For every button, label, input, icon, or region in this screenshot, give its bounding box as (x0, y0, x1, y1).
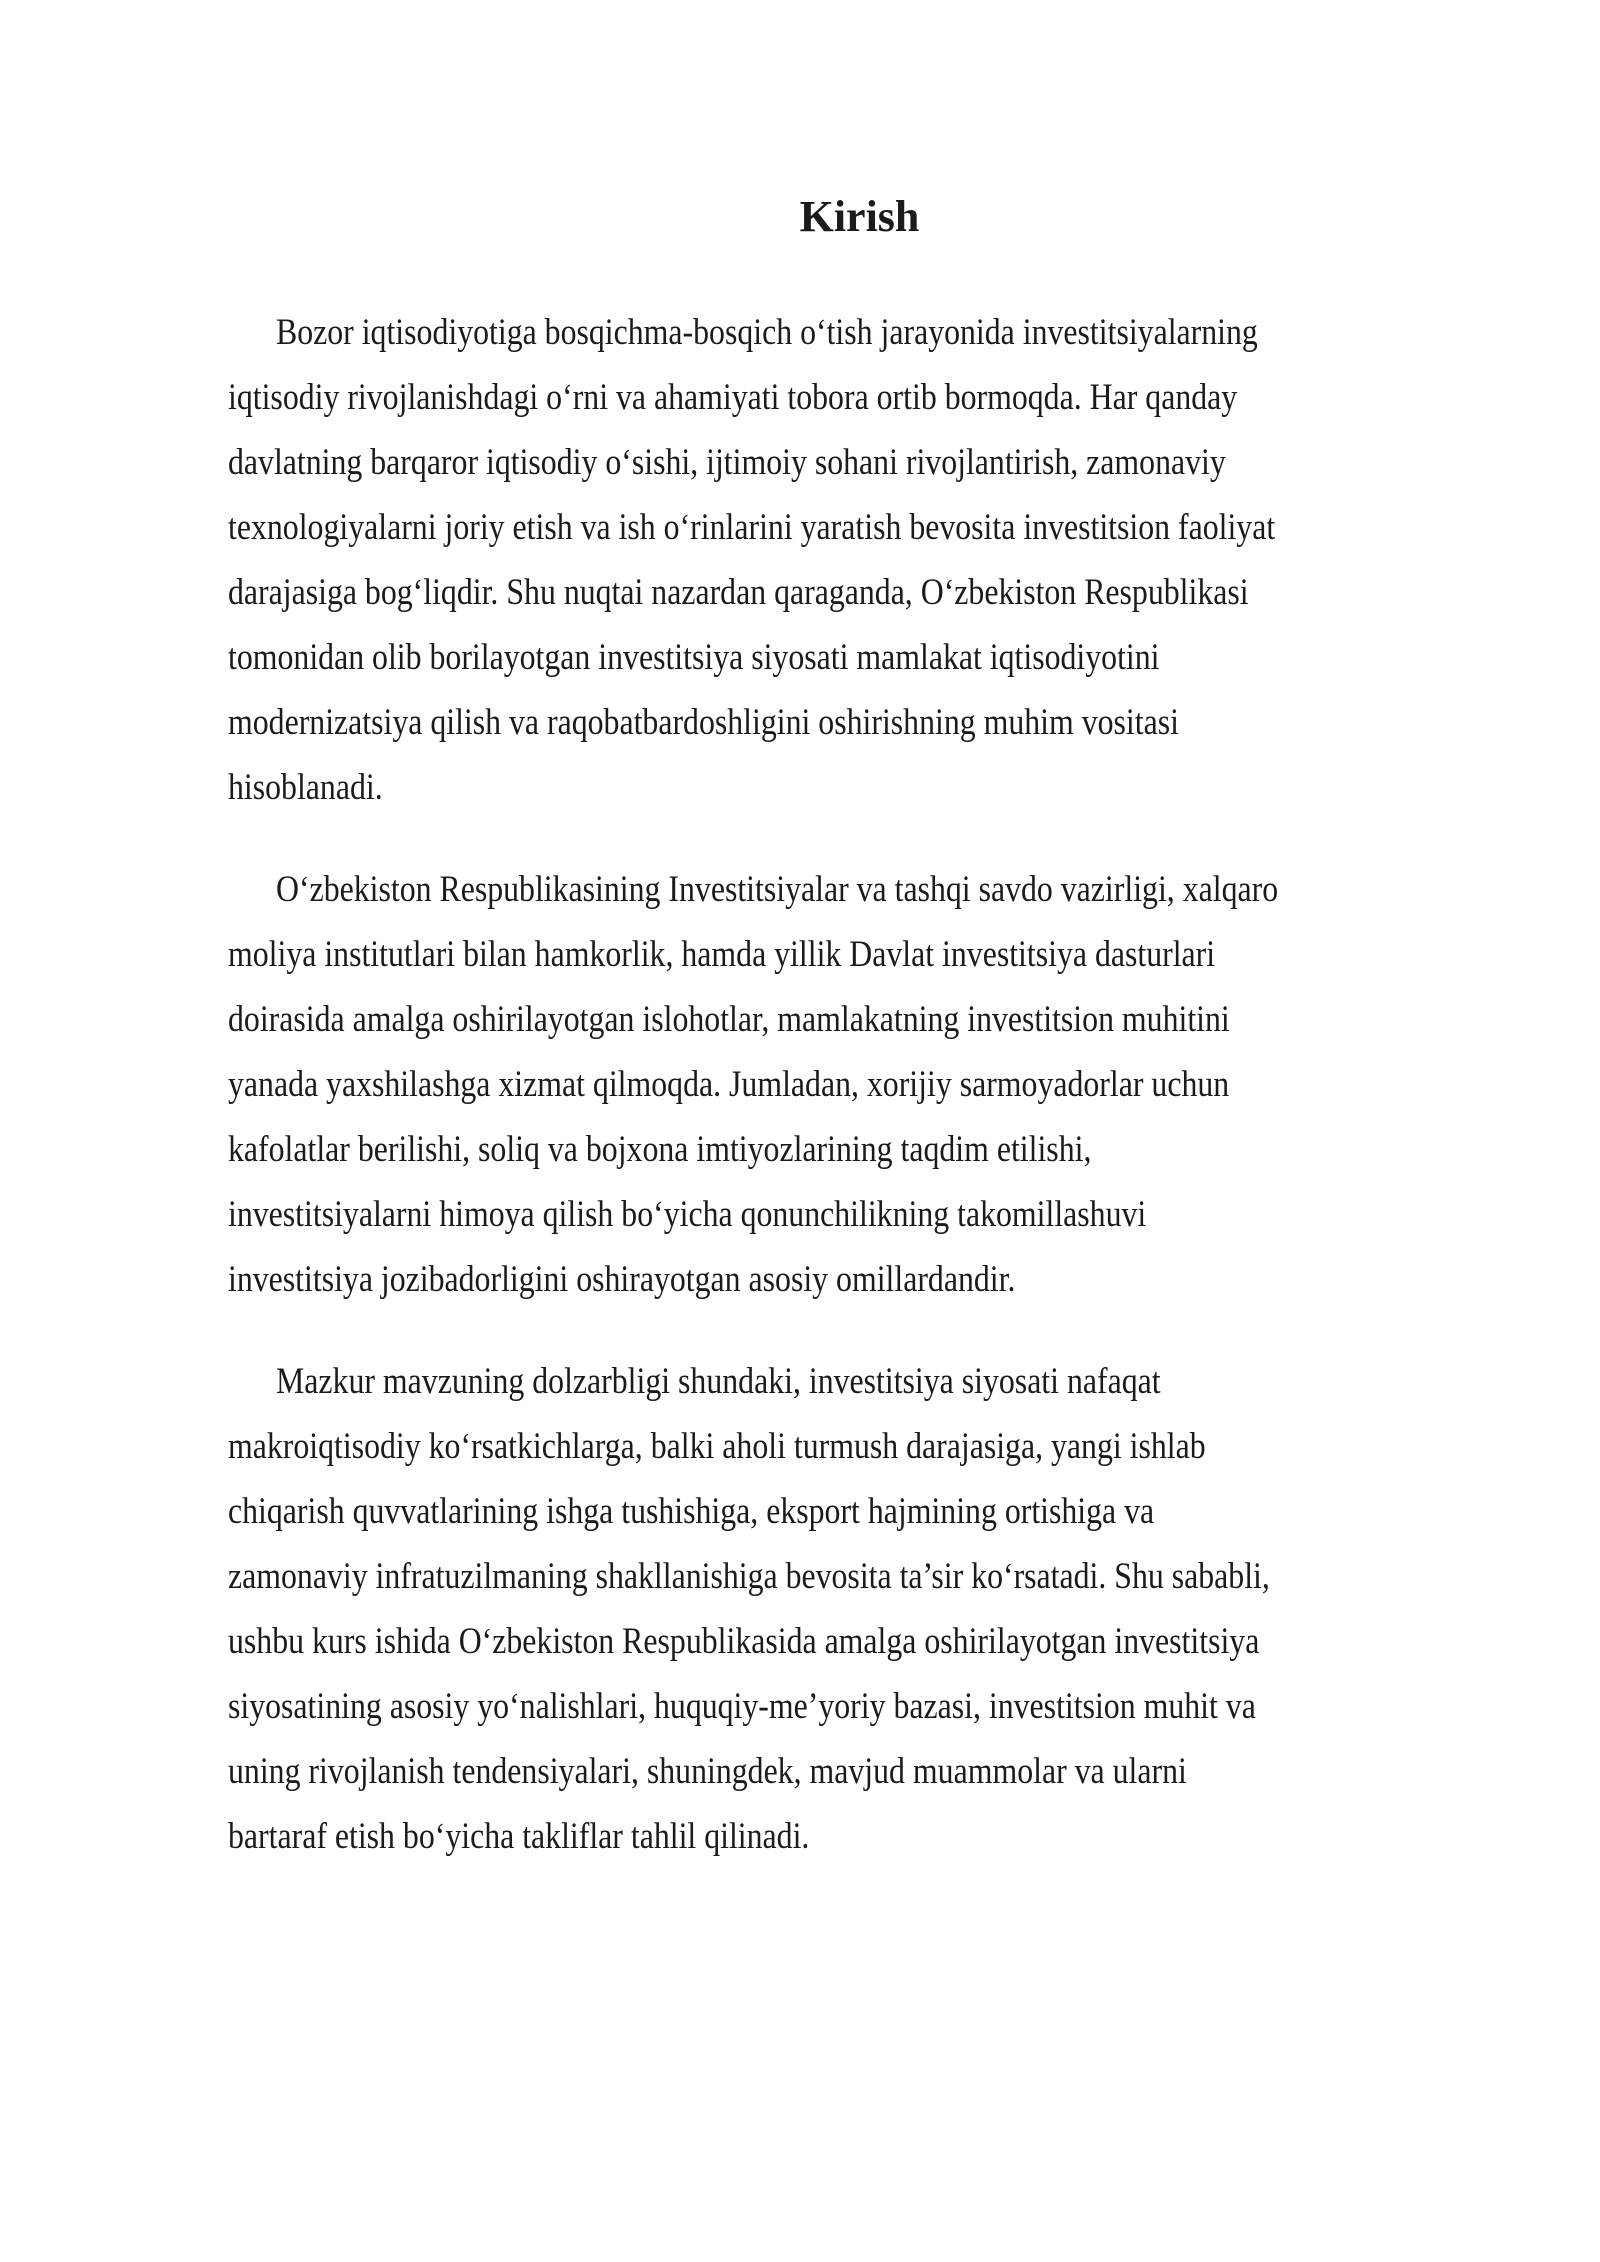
text-line (228, 1674, 1443, 1739)
text-line-content: texnologiyalarni joriy etish va ish oʻrinlarini yaratish bevosita investitsion faoliyat (228, 507, 1276, 548)
text-line-content: darajasiga bogʻliqdir. Shu nuqtai nazardan qaraganda, Oʻzbekiston Respublikasi (228, 572, 1249, 613)
text-line (228, 1117, 1443, 1182)
text-line (228, 300, 1443, 365)
paragraph (228, 1349, 1443, 1869)
text-line-content: iqtisodiy rivojlanishdagi oʻrni va ahamiyati tobora ortib bormoqda. Har qanday (228, 377, 1238, 418)
page-title: Kirish (799, 192, 920, 241)
text-line-content: Bozor iqtisodiyotiga bosqichma-bosqich oʻtish jarayonida investitsiyalarning (276, 312, 1258, 353)
text-line-content: investitsiyalarni himoya qilish boʻyicha qonunchilikning takomillashuvi (228, 1194, 1147, 1235)
text-line (228, 1247, 1443, 1312)
text-line-content: Oʻzbekiston Respublikasining Investitsiyalar va tashqi savdo vazirligi, xalqaro (276, 869, 1279, 910)
text-line (228, 857, 1443, 922)
text-line-content: modernizatsiya qilish va raqobatbardoshligini oshirishning muhim vositasi (228, 702, 1179, 743)
text-line-content: yanada yaxshilashga xizmat qilmoqda. Jumladan, xorijiy sarmoyadorlar uchun (228, 1064, 1230, 1105)
text-line (228, 690, 1443, 755)
text-line (228, 1182, 1443, 1247)
text-line (228, 1609, 1443, 1674)
text-line-content: davlatning barqaror iqtisodiy oʻsishi, ijtimoiy sohani rivojlantirish, zamonaviy (228, 442, 1226, 483)
text-line-content: kafolatlar berilishi, soliq va bojxona imtiyozlarining taqdim etilishi, (228, 1129, 1092, 1170)
text-line-content: zamonaviy infratuzilmaning shakllanishiga bevosita ta’sir koʻrsatadi. Shu sababli, (228, 1556, 1270, 1597)
text-line (228, 1739, 1443, 1804)
paragraph (228, 300, 1443, 820)
text-line-content: hisoblanadi. (228, 767, 383, 808)
text-line (228, 1479, 1443, 1544)
text-line (228, 1052, 1443, 1117)
text-line-content: bartaraf etish boʻyicha takliflar tahlil qilinadi. (228, 1816, 810, 1857)
text-line (228, 365, 1443, 430)
text-line (228, 560, 1443, 625)
text-line (228, 755, 1443, 820)
document-body (228, 300, 1443, 1906)
text-line (228, 922, 1443, 987)
text-line-content: tomonidan olib borilayotgan investitsiya siyosati mamlakat iqtisodiyotini (228, 637, 1160, 678)
text-line (228, 987, 1443, 1052)
text-line-content: uning rivojlanish tendensiyalari, shuningdek, mavjud muammolar va ularni (228, 1751, 1187, 1792)
text-line (228, 1349, 1443, 1414)
text-line (228, 495, 1443, 560)
text-line (228, 625, 1443, 690)
text-line-content: investitsiya jozibadorligini oshirayotgan asosiy omillardandir. (228, 1259, 1016, 1300)
text-line-content: chiqarish quvvatlarining ishga tushishiga, eksport hajmining ortishiga va (228, 1491, 1155, 1532)
text-line-content: Mazkur mavzuning dolzarbligi shundaki, investitsiya siyosati nafaqat (276, 1361, 1161, 1402)
text-line-content: moliya institutlari bilan hamkorlik, hamda yillik Davlat investitsiya dasturlari (228, 934, 1216, 975)
text-line-content: doirasida amalga oshirilayotgan islohotlar, mamlakatning investitsion muhitini (228, 999, 1230, 1040)
text-line-content: siyosatining asosiy yoʻnalishlari, huquqiy-me’yoriy bazasi, investitsion muhit va (228, 1686, 1256, 1727)
text-line (228, 1804, 1443, 1869)
text-line (228, 1544, 1443, 1609)
text-line-content: makroiqtisodiy koʻrsatkichlarga, balki aholi turmush darajasiga, yangi ishlab (228, 1426, 1206, 1467)
text-line (228, 1414, 1443, 1479)
paragraph (228, 857, 1443, 1312)
text-line (228, 430, 1443, 495)
text-line-content: ushbu kurs ishida Oʻzbekiston Respublikasida amalga oshirilayotgan investitsiya (228, 1621, 1260, 1662)
